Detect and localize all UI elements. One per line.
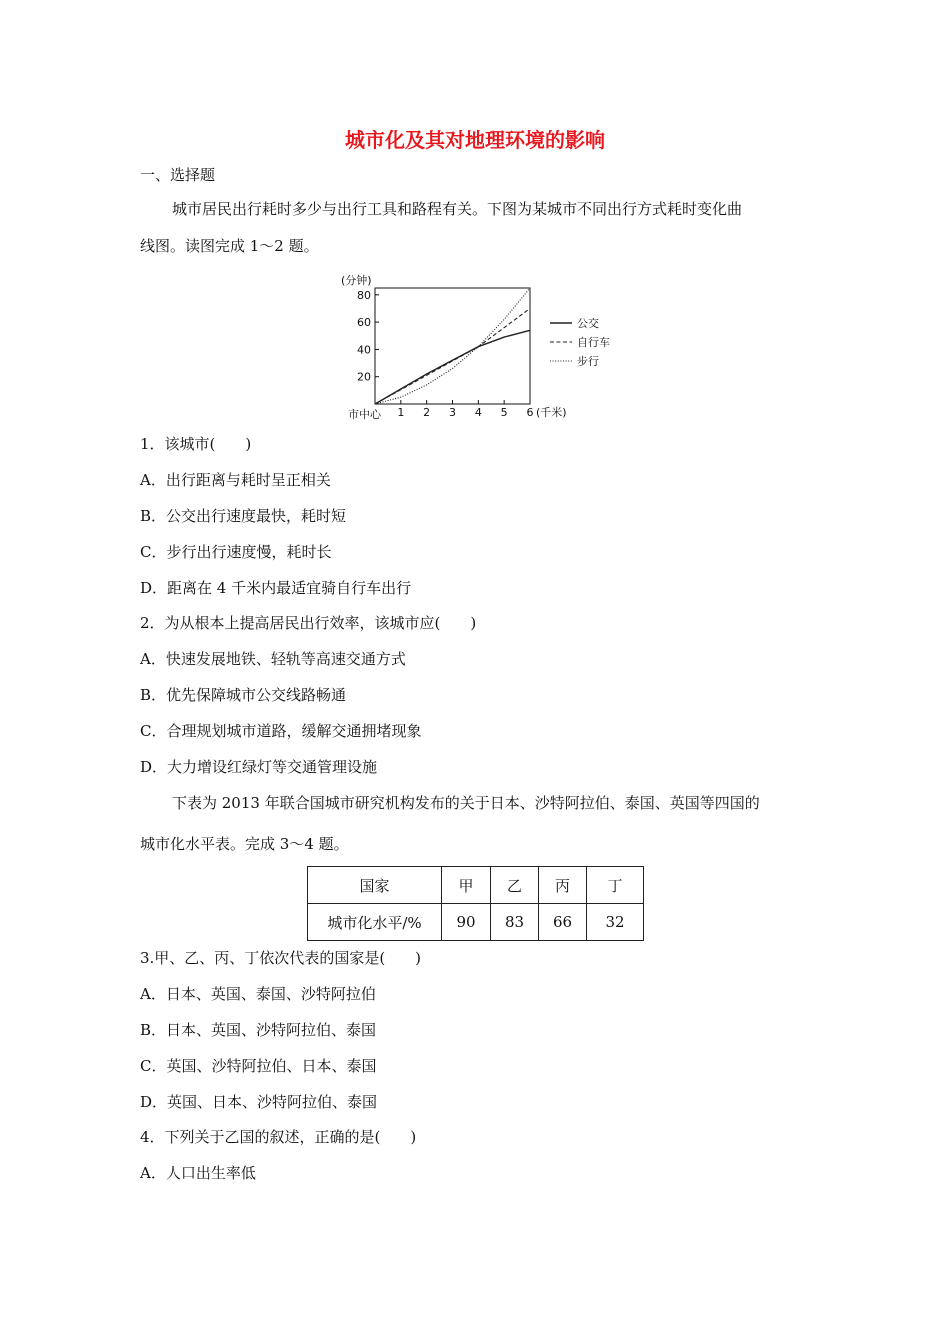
- table-header-cell: 乙: [491, 867, 539, 904]
- table-header-cell: 国家: [308, 867, 442, 904]
- intro1-line1: 城市居民出行耗时多少与出行工具和路程有关。下图为某城市不同出行方式耗时变化曲: [172, 200, 743, 218]
- x-tick-label: 6: [526, 406, 534, 419]
- table-cell: 32: [587, 904, 644, 941]
- intro2-line1: 下表为 2013 年联合国城市研究机构发布的关于日本、沙特阿拉伯、泰国、英国等四国的: [172, 794, 760, 812]
- table-cell: 城市化水平/%: [308, 904, 442, 941]
- table-cell: 66: [539, 904, 587, 941]
- q3-option-d[interactable]: D．英国、日本、沙特阿拉伯、泰国: [140, 1093, 378, 1111]
- x-tick-label: 3: [449, 406, 456, 419]
- q4-stem: 4．下列关于乙国的叙述，正确的是( ): [140, 1128, 417, 1146]
- plot-frame: [375, 288, 530, 404]
- q3-stem: 3.甲、乙、丙、丁依次代表的国家是( ): [140, 949, 422, 967]
- y-tick-label: 80: [357, 288, 371, 302]
- q1-stem: 1．该城市( ): [140, 435, 252, 453]
- table-header-cell: 丙: [539, 867, 587, 904]
- legend-label: 自行车: [577, 336, 610, 349]
- chart-axes: [341, 273, 567, 421]
- q4-option-a[interactable]: A．人口出生率低: [140, 1164, 256, 1182]
- legend-label: 公交: [577, 317, 599, 330]
- q1-option-a[interactable]: A．出行距离与耗时呈正相关: [140, 471, 331, 489]
- series-line-步行: [375, 288, 530, 404]
- x-tick-label: 2: [423, 406, 431, 419]
- q1-option-d[interactable]: D．距离在 4 千米内最适宜骑自行车出行: [140, 579, 412, 597]
- y-tick-label: 60: [357, 316, 371, 330]
- q1-option-c[interactable]: C．步行出行速度慢，耗时长: [140, 543, 332, 561]
- x-tick-label: 5: [500, 406, 508, 419]
- q2-option-c[interactable]: C．合理规划城市道路，缓解交通拥堵现象: [140, 722, 422, 740]
- intro2-line2: 城市化水平表。完成 3～4 题。: [140, 835, 349, 853]
- chart-legend: [550, 316, 610, 368]
- q2-option-a[interactable]: A．快速发展地铁、轻轨等高速交通方式: [140, 650, 406, 668]
- legend-label: 步行: [577, 355, 599, 368]
- section-heading: 一、选择题: [140, 166, 216, 184]
- table-header-cell: 丁: [587, 867, 644, 904]
- table-cell: 83: [491, 904, 539, 941]
- y-tick-label: 20: [357, 370, 371, 384]
- q3-option-c[interactable]: C．英国、沙特阿拉伯、日本、泰国: [140, 1057, 377, 1075]
- urbanization-table: [307, 866, 644, 941]
- q2-stem: 2．为从根本上提高居民出行效率，该城市应( ): [140, 614, 477, 632]
- intro1-line2: 线图。读图完成 1～2 题。: [140, 237, 319, 255]
- series-line-公交: [375, 330, 530, 404]
- q3-option-a[interactable]: A．日本、英国、泰国、沙特阿拉伯: [140, 985, 376, 1003]
- table-row: [308, 904, 644, 941]
- q2-option-d[interactable]: D．大力增设红绿灯等交通管理设施: [140, 758, 378, 776]
- q3-option-b[interactable]: B．日本、英国、沙特阿拉伯、泰国: [140, 1021, 377, 1039]
- origin-label: 市中心: [348, 408, 381, 421]
- y-axis-label: (分钟): [341, 274, 372, 287]
- chart-series: [375, 288, 530, 404]
- travel-time-chart: [320, 270, 620, 425]
- table-header-row: [308, 867, 644, 904]
- x-tick-label: 4: [474, 406, 482, 419]
- x-axis-label: (千米): [536, 406, 567, 419]
- q2-option-b[interactable]: B．优先保障城市公交线路畅通: [140, 686, 347, 704]
- table-cell: 90: [442, 904, 491, 941]
- table-header-cell: 甲: [442, 867, 491, 904]
- page-title: 城市化及其对地理环境的影响: [345, 128, 605, 152]
- x-tick-label: 1: [397, 406, 405, 419]
- q1-option-b[interactable]: B．公交出行速度最快，耗时短: [140, 507, 347, 525]
- y-tick-label: 40: [357, 343, 371, 357]
